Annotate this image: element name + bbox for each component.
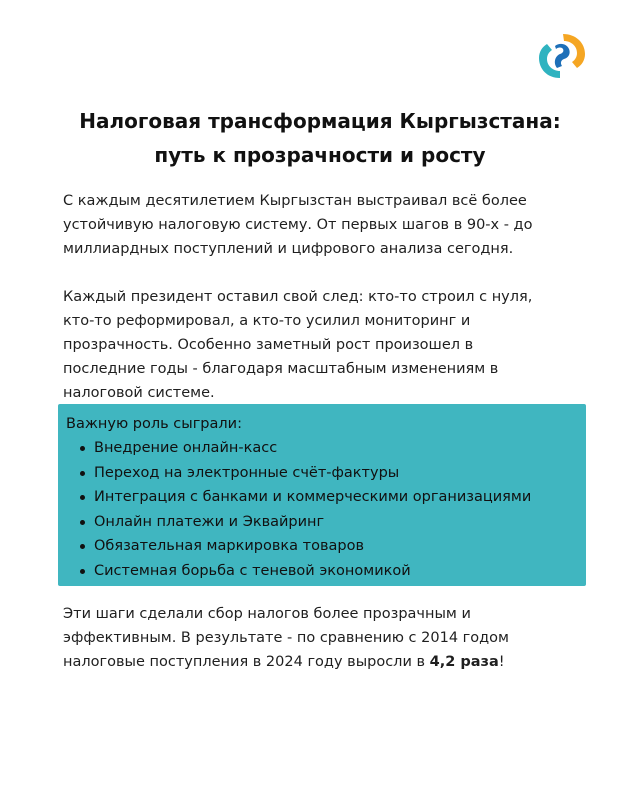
list-item	[66, 485, 578, 510]
bullet-icon	[80, 495, 85, 500]
bullet-icon	[80, 471, 85, 476]
intro-paragraph	[63, 189, 583, 261]
conclusion-text: налоговые поступления в 2024 году выросли в	[63, 654, 430, 670]
list-item-text: Переход на электронные счёт-фактуры	[94, 464, 400, 481]
bullet-icon	[80, 520, 85, 525]
intro-line: устойчивую налоговую систему. От первых шагов в 90-х - до	[63, 217, 533, 233]
key-factors-box	[58, 404, 586, 586]
brand-logo-icon	[536, 30, 588, 82]
list-item-text: Системная борьба с теневой экономикой	[94, 562, 411, 579]
list-item-text: Внедрение онлайн-касс	[94, 440, 278, 456]
presidents-paragraph	[63, 285, 583, 405]
key-factors-list	[66, 436, 578, 583]
list-item-text: Интеграция с банками и коммерческими организациями	[94, 489, 532, 505]
conclusion-line: эффективным. В результате - по сравнению с 2014 годом	[63, 630, 509, 646]
conclusion-line	[63, 650, 583, 674]
title-line-2: путь к прозрачности и росту	[154, 143, 486, 167]
list-item	[66, 461, 578, 486]
presidents-line: прозрачность. Особенно заметный рост произошел в	[63, 337, 474, 353]
list-item	[66, 510, 578, 535]
list-item	[66, 559, 578, 584]
bullet-icon	[80, 446, 85, 451]
growth-figure: 4,2 раза	[429, 654, 499, 670]
presidents-line: кто-то реформировал, а кто-то усилил мониторинг и	[63, 313, 471, 329]
intro-line: С каждым десятилетием Кыргызстан выстраивал всё более	[63, 193, 527, 209]
intro-line: миллиардных поступлений и цифрового анализа сегодня.	[63, 241, 514, 257]
bullet-icon	[80, 544, 85, 549]
page-title	[0, 104, 640, 172]
conclusion-line: Эти шаги сделали сбор налогов более прозрачным и	[63, 606, 471, 622]
bullet-icon	[80, 569, 85, 574]
presidents-line: Каждый президент оставил свой след: кто-то строил с нуля,	[63, 289, 533, 305]
list-item	[66, 436, 578, 461]
presidents-line: налоговой системе.	[63, 385, 215, 401]
key-factors-heading: Важную роль сыграли:	[66, 416, 242, 432]
conclusion-paragraph	[63, 602, 583, 674]
list-item	[66, 534, 578, 559]
presidents-line: последние годы - благодаря масштабным изменениям в	[63, 361, 499, 377]
list-item-text: Обязательная маркировка товаров	[94, 538, 365, 554]
list-item-text: Онлайн платежи и Эквайринг	[94, 513, 325, 530]
conclusion-punctuation: !	[498, 654, 505, 670]
title-line-1: Налоговая трансформация Кыргызстана:	[79, 109, 561, 133]
